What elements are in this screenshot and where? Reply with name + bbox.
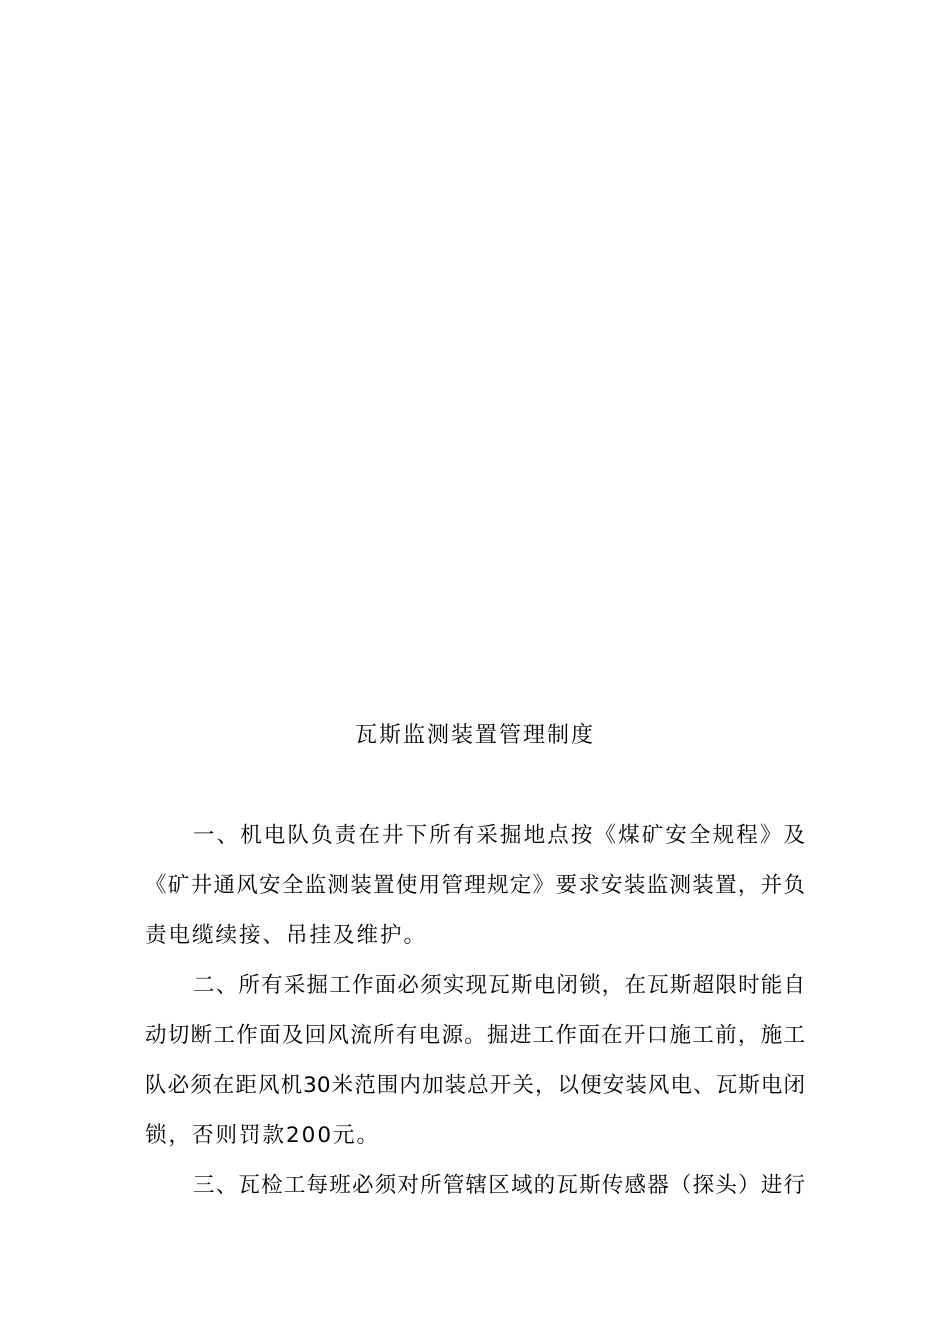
document-title: 瓦斯监测装置管理制度 (354, 723, 595, 748)
paragraph-3-line-1: 三、瓦检工每班必须对所管辖区域的瓦斯传感器（探头）进行 (193, 1173, 805, 1198)
paragraph-2-line-1: 二、所有采掘工作面必须实现瓦斯电闭锁，在瓦斯超限时能自 (193, 973, 805, 998)
paragraph-1-line-2: 《矿井通风安全监测装置使用管理规定》要求安装监测装置，并负 (145, 873, 805, 898)
paragraph-1-line-3: 责电缆续接、吊挂及维护。 (145, 923, 428, 948)
paragraph-2-line-2: 动切断工作面及回风流所有电源。掘进工作面在开口施工前，施工 (145, 1023, 805, 1048)
paragraph-1-line-1: 一、机电队负责在井下所有采掘地点按《煤矿安全规程》及 (193, 823, 805, 848)
paragraph-2-line-3: 队必须在距风机30米范围内加装总开关，以便安装风电、瓦斯电闭 (145, 1073, 805, 1098)
paragraph-2-line-4: 锁，否则罚款200元。 (145, 1123, 381, 1148)
